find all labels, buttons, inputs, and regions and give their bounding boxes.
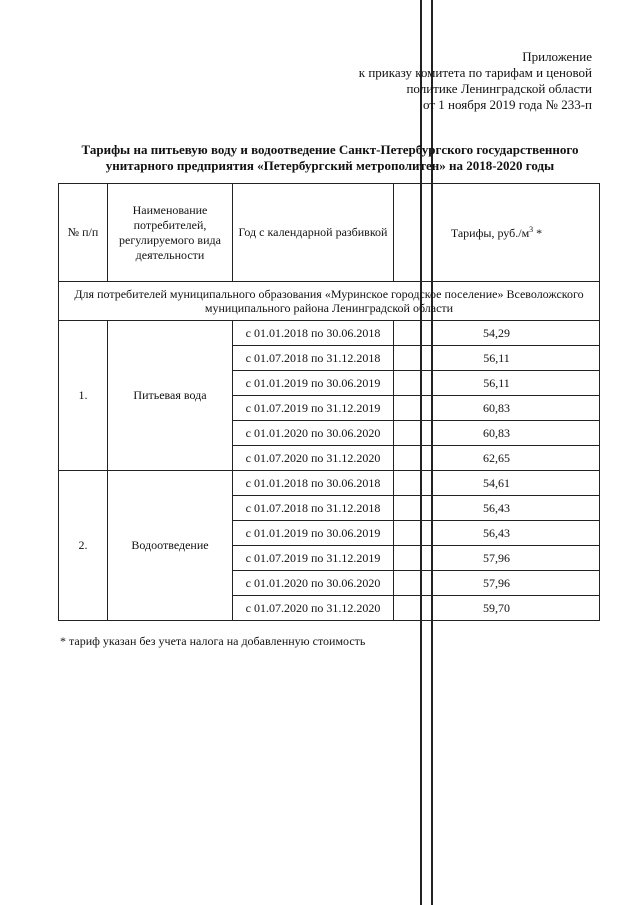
period-cell: с 01.01.2020 по 30.06.2020 [233, 571, 394, 596]
appendix-line: политике Ленинградской области [406, 81, 592, 96]
row-name: Водоотведение [108, 471, 233, 621]
header-num: № п/п [59, 184, 108, 282]
header-period: Год с календарной разбивкой [233, 184, 394, 282]
period-cell: с 01.07.2018 по 31.12.2018 [233, 496, 394, 521]
group-label: Для потребителей муниципального образования «Муринское городское поселение» Всеволожского муниципального района Ленинградской области [59, 282, 600, 321]
period-cell: с 01.01.2018 по 30.06.2018 [233, 321, 394, 346]
tariff-value: 60,83 [394, 421, 600, 446]
tariff-value: 57,96 [394, 571, 600, 596]
title-line: Тарифы на питьевую воду и водоотведение Санкт-Петербургского государственного [81, 142, 579, 157]
period-cell: с 01.07.2020 по 31.12.2020 [233, 596, 394, 621]
appendix-line: Приложение [522, 49, 592, 64]
tariff-value: 54,61 [394, 471, 600, 496]
appendix-block [359, 49, 592, 113]
period-cell: с 01.07.2020 по 31.12.2020 [233, 446, 394, 471]
tariff-value: 62,65 [394, 446, 600, 471]
document-title [60, 142, 600, 173]
appendix-line: от 1 ноября 2019 года № 233-п [423, 97, 592, 112]
footnote: * тариф указан без учета налога на добавленную стоимость [60, 634, 366, 648]
header-tariff-suffix: * [533, 225, 543, 240]
period-cell: с 01.01.2018 по 30.06.2018 [233, 471, 394, 496]
period-cell: с 01.07.2018 по 31.12.2018 [233, 346, 394, 371]
period-cell: с 01.01.2019 по 30.06.2019 [233, 371, 394, 396]
row-name: Питьевая вода [108, 321, 233, 471]
header-name: Наименование потребителей, регулируемого вида деятельности [108, 184, 233, 282]
period-cell: с 01.01.2020 по 30.06.2020 [233, 421, 394, 446]
header-tariff-text: Тарифы, руб./м [450, 225, 530, 240]
table-row [59, 471, 600, 496]
tariff-value: 56,43 [394, 496, 600, 521]
tariff-value: 56,11 [394, 371, 600, 396]
period-cell: с 01.07.2019 по 31.12.2019 [233, 396, 394, 421]
title-line: унитарного предприятия «Петербургский метрополитен» на 2018-2020 годы [105, 157, 555, 173]
tariff-value: 54,29 [394, 321, 600, 346]
group-row [59, 282, 600, 321]
tariff-value: 56,11 [394, 346, 600, 371]
period-cell: с 01.07.2019 по 31.12.2019 [233, 546, 394, 571]
period-cell: с 01.01.2019 по 30.06.2019 [233, 521, 394, 546]
tariff-value: 57,96 [394, 546, 600, 571]
table-row [59, 321, 600, 346]
tariff-value: 59,70 [394, 596, 600, 621]
tariff-value: 60,83 [394, 396, 600, 421]
header-tariff [394, 184, 600, 282]
header-tariff-sup: 3 [529, 224, 534, 234]
row-num: 1. [59, 321, 108, 471]
tariff-value: 56,43 [394, 521, 600, 546]
tariff-table [58, 183, 600, 621]
appendix-line: к приказу комитета по тарифам и ценовой [358, 65, 592, 80]
row-num: 2. [59, 471, 108, 621]
table-header-row [59, 184, 600, 282]
